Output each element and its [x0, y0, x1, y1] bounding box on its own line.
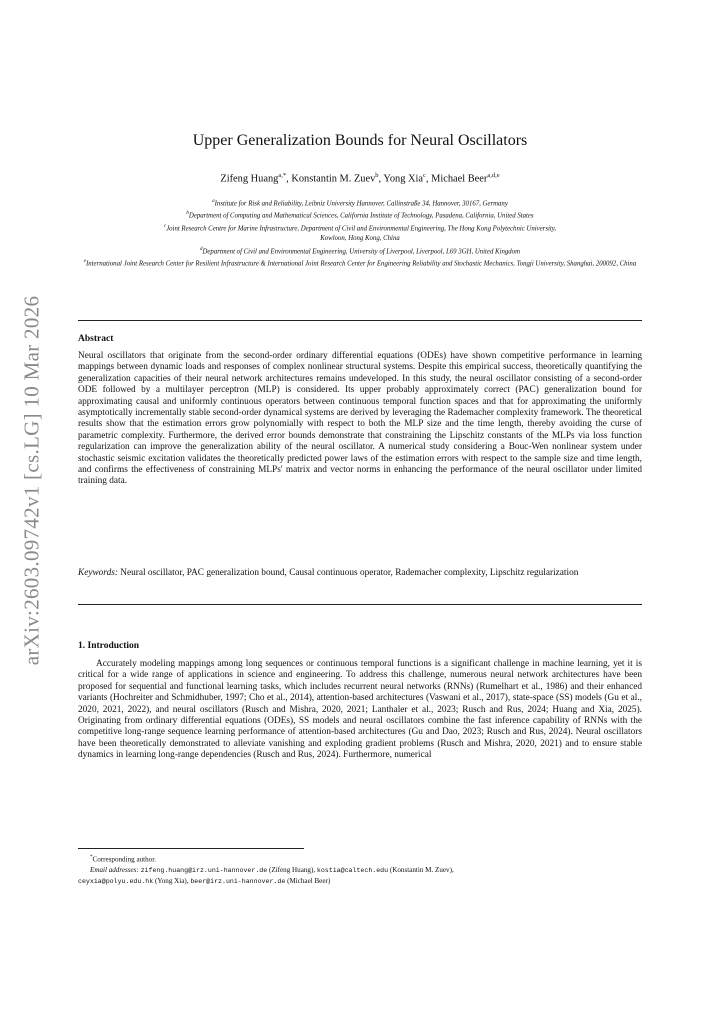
email-owner: (Yong Xia),	[154, 876, 189, 885]
author-name: Michael Beer	[431, 173, 488, 185]
affiliation-line	[60, 222, 660, 245]
author-affiliation-mark: a,*	[278, 172, 287, 179]
email-owner: (Michael Beer)	[287, 876, 331, 885]
keywords	[78, 568, 642, 579]
abstract-bottom-rule	[78, 604, 642, 605]
introduction-text: Accurately modeling mappings among long sequences or continuous temporal functions is a significant challenge in machine learning, yet it is critical for a wide range of applications in science and engineering. To address this challenge, numerous neural network architectures have been proposed for sequential and functional learning tasks, which includes recurrent neural networks (RNNs) (Rumelhart et al., 1986) and their enhanced variants (Hochreiter and Schmidhuber, 1997; Cho et al., 2014), attention-based architectures (Vaswani et al., 2017), state-space (SS) models (Gu et al., 2020, 2021, 2022), and neural oscillators (Rusch and Mishra, 2020, 2021; Lanthaler et al., 2023; Rusch and Rus, 2024; Huang and Xia, 2025). Originating from ordinary differential equations (ODEs), SS models and neural oscillators combine the fast inference capability of RNNs with the competitive long-range sequence learning performance of attention-based architectures (Gu and Dao, 2023; Rusch and Rus, 2024). Neural oscillators have been theoretically demonstrated to alleviate vanishing and exploding gradient problems (Rusch and Mishra, 2020, 2021) and to ensure stable dynamics in learning long-range dependencies (Rusch and Rus, 2024). Furthermore, numerical	[78, 659, 642, 761]
introduction-heading: 1. Introduction	[78, 641, 140, 651]
email-link[interactable]: kostia@caltech.edu	[316, 866, 389, 874]
affiliation-line	[60, 257, 660, 269]
corresponding-author-text: Corresponding author.	[92, 855, 156, 864]
corresponding-author-note	[78, 853, 642, 865]
email-link[interactable]: zifeng.huang@irz.uni-hannover.de	[140, 866, 268, 874]
affiliation-text: Institute for Risk and Reliability, Leibniz University Hannover, Callinstraße 34, Hannover, 30167, Germany	[214, 200, 508, 208]
affiliation-text: Joint Research Centre for Marine Infrastructure, Department of Civil and Environmental Engineering, The Hong Kong Polytechnic University, Kowloon, Hong Kong, China	[166, 225, 557, 243]
affiliation-text: Department of Computing and Mathematical Sciences, California Institute of Technology, Pasadena, California, United States	[188, 212, 534, 220]
affiliation-mark: e	[83, 259, 86, 265]
email-addresses-note-continued	[78, 876, 642, 887]
footnote-rule	[78, 848, 304, 849]
email-addresses-note	[78, 865, 642, 876]
author-affiliation-mark: b	[375, 172, 379, 179]
author-list: Zifeng Huang$^{a,*}$, Konstantin M. Zuev$^b$, Yong Xia$^c$, Michael Beer$^{a,d,e}$	[220, 172, 500, 185]
affiliation-mark: b	[186, 211, 189, 217]
affiliation-line	[60, 197, 660, 209]
email-owner: (Konstantin M. Zuev),	[389, 865, 454, 874]
affiliation-text: International Joint Research Center for Resilient Infrastructure & International Joint Research Center for Engineering Reliability and Stochastic Mechanics, Tongji University, Shanghai, 200092, China	[86, 260, 637, 268]
arxiv-identifier-text: arXiv:2603.09742v1 [cs.LG] 10 Mar 2026	[19, 295, 44, 665]
footnote-mark: *	[90, 855, 93, 860]
abstract-heading: Abstract	[78, 334, 114, 344]
affiliation-mark: c	[163, 223, 167, 229]
abstract-text: Neural oscillators that originate from the second-order ordinary differential equations (ODEs) have shown competitive performance in learning mappings between dynamic loads and responses of complex nonlinear structural systems. Despite this empirical success, theoretically quantifying the generalization capacities of their neural network architectures remains undeveloped. In this study, the neural oscillator consisting of a second-order ODE followed by a multilayer perceptron (MLP) is considered. Its upper probably approximately correct (PAC) generalization bound for approximating causal and uniformly continuous operators between continuous temporal function spaces and that for approximating the uniformly asymptotically incrementally stable second-order dynamical systems are derived by leveraging the Rademacher complexity framework. The theoretical results show that the estimation errors grow polynomially with respect to both the MLP size and the time length, thereby avoiding the curse of parametric complexity. Furthermore, the derived error bounds demonstrate that constraining the Lipschitz constants of the MLPs via loss function regularization can improve the generalization ability of the neural oscillator. A numerical study considering a Bouc-Wen nonlinear system under stochastic seismic excitation validates the theoretically predicted power laws of the estimation errors with respect to the sample size and time length, and confirms the effectiveness of constraining MLPs' matrix and vector norms in enhancing the performance of the neural oscillator under limited training data.	[78, 351, 642, 487]
abstract-top-rule	[78, 320, 642, 321]
affiliation-line	[60, 209, 660, 221]
affiliation-mark: d	[200, 246, 203, 252]
author-affiliation-mark: a,d,e	[487, 172, 500, 179]
affiliation-mark: a	[212, 199, 215, 204]
affiliation-text: Department of Civil and Environmental Engineering, University of Liverpool, Liverpool, L69 3GH, United Kingdom	[202, 247, 520, 255]
affiliation-list	[60, 197, 660, 270]
author-name: Zifeng Huang	[220, 173, 279, 185]
arxiv-identifier-stamp	[14, 295, 50, 665]
paper-title: Upper Generalization Bounds for Neural Oscillators	[192, 132, 528, 149]
author-affiliation-mark: c	[423, 172, 426, 179]
keywords-label: Keywords:	[78, 568, 118, 578]
footnotes	[78, 853, 642, 887]
email-link[interactable]: ceyxia@polyu.edu.hk	[78, 877, 154, 885]
affiliation-line	[60, 245, 660, 257]
author-name: Yong Xia	[383, 173, 424, 185]
author-name: Konstantin M. Zuev	[291, 173, 376, 185]
keywords-text: Neural oscillator, PAC generalization bound, Causal continuous operator, Rademacher complexity, Lipschitz regularization	[120, 568, 579, 578]
email-owner: (Zifeng Huang),	[269, 865, 316, 874]
email-label: Email addresses:	[90, 865, 139, 874]
email-link[interactable]: beer@irz.uni-hannover.de	[190, 877, 286, 885]
